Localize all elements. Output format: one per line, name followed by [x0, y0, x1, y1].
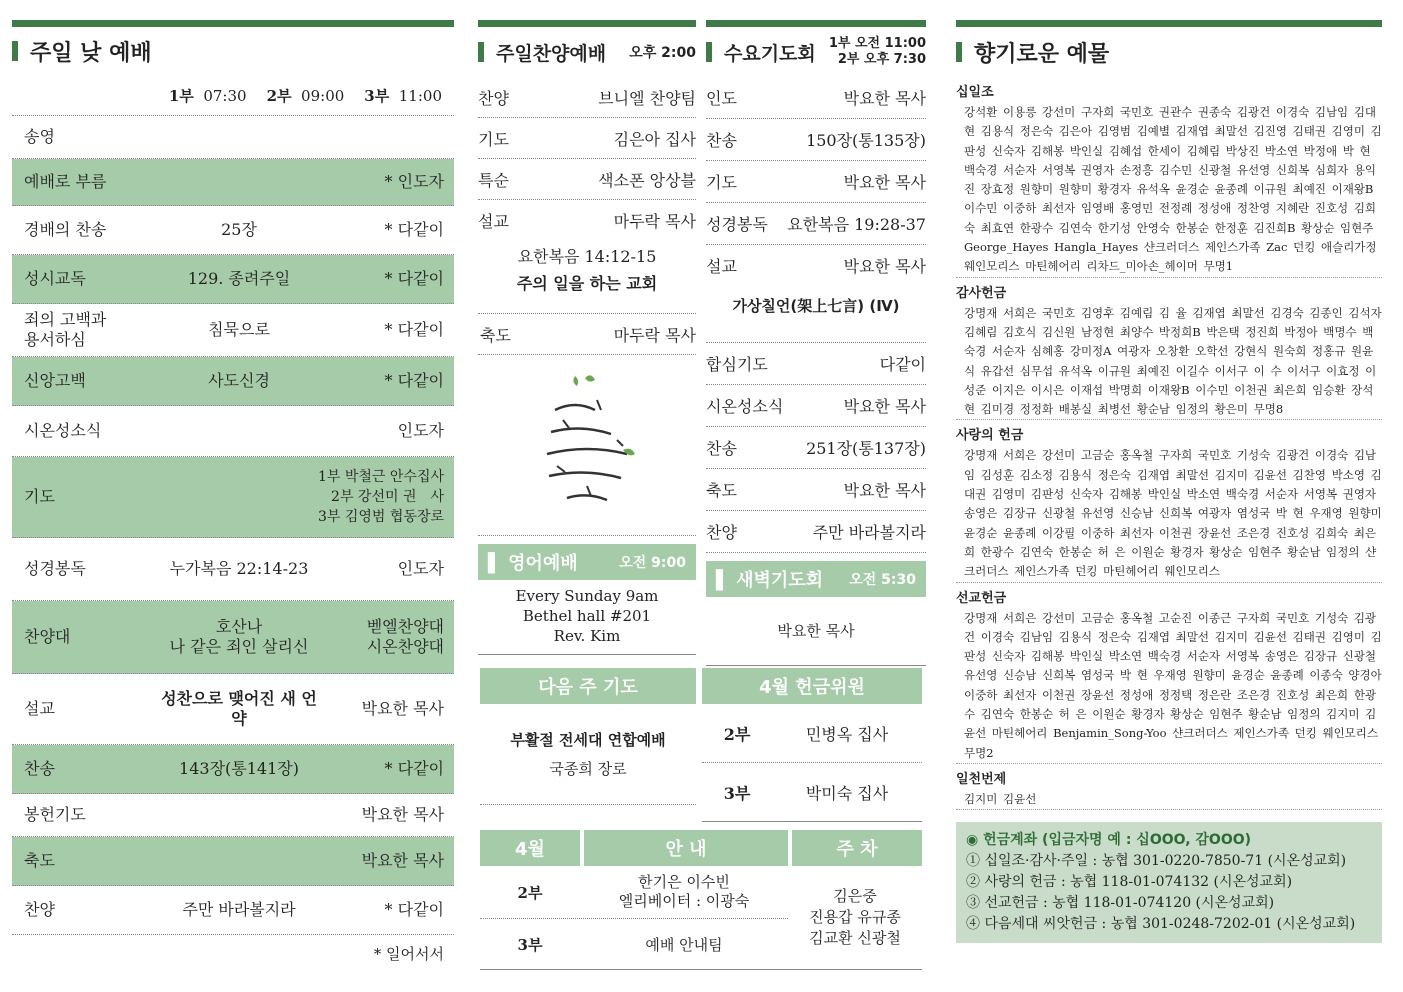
- top-bar: [12, 20, 454, 27]
- afternoon-order: [478, 77, 696, 240]
- item-leader: 박요한 목사: [361, 851, 444, 870]
- afternoon-row: [478, 159, 696, 200]
- item-content: 143장(통141장): [179, 759, 299, 778]
- top-bar: [956, 20, 1382, 27]
- item-label: 찬송: [706, 131, 737, 150]
- dawn-leader: 박요한 목사: [706, 597, 926, 666]
- item-label: 시온성소식: [706, 397, 784, 416]
- account-line: ④ 다음세대 씨앗헌금 : 농협 301-0248-7202-01 (시온성교회): [966, 916, 1356, 933]
- item-label: 예배로 부름: [24, 172, 107, 191]
- english-worship-header: ▌ 영어예배 오전 9:00: [478, 544, 696, 580]
- offering-lists: [956, 81, 1382, 810]
- item-content: 색소폰 앙상블: [598, 170, 696, 190]
- guide-parking: 김은중 진용갑 유규종 김교환 신광철: [788, 866, 922, 970]
- offering-names: 강명재 서희은 강선미 고금순 홍옥철 고순진 이종근 구자희 국민호 기성숙 김광건 이경숙 김남임 김용식 정은숙 김재엽 최말선 김지미 김윤선 김태권 김영미 김판성 신숙자 김해봉 박인실 박소연 백숙경 서순자 서영복 송영은 김장규 신광철 유선영 신승남 신희복 염성국 박 현 우재영 원향미 윤경순 윤종례 이종숙 양경아 이중하 최선자 이천권 장윤선 정성애 정정택 정은란 조은경 진호성 최은희 한광수 김연숙 한봉순 허 은 이원순 황경자 황상순 임현주 황순남 임정의 김지미 김윤선 마틴헤어리 Benjamin_Song-Yoo 샨크러더스 제인스가족 던킹 웨인모리스 무명2: [956, 609, 1382, 764]
- item-content: 주만 바라볼지라: [812, 523, 926, 542]
- item-label: 찬양: [478, 88, 509, 108]
- offering-committee-header: 4월 헌금위원: [702, 668, 922, 704]
- item-content: 박요한 목사: [843, 173, 926, 192]
- afternoon-worship-panel: [478, 20, 696, 655]
- item-label: 설교: [24, 699, 55, 718]
- item-content: 다같이: [879, 355, 926, 374]
- worship-row: [12, 745, 454, 794]
- item-leader: * 다같이: [384, 759, 444, 778]
- offering-committee-box: [702, 668, 922, 822]
- item-leader: * 다같이: [384, 220, 444, 239]
- wednesday-row: [706, 511, 926, 553]
- item-content: 성찬으로 맺어진 새 언약: [161, 689, 317, 728]
- offering-names: 김지미 김윤선: [956, 790, 1382, 810]
- worship-row: [12, 255, 454, 304]
- next-prayer-event: 부활절 전세대 연합예배: [510, 731, 666, 749]
- offering-row: 3부 박미숙 집사: [702, 763, 922, 822]
- item-leader: 인도자: [397, 559, 444, 578]
- worship-row: [12, 406, 454, 457]
- dawn-prayer-header: ▌ 새벽기도회 오전 5:30: [706, 561, 926, 597]
- item-label: 찬송: [24, 759, 55, 778]
- item-content: 요한복음 19:28-37: [787, 215, 926, 234]
- item-leader: * 다같이: [384, 371, 444, 390]
- worship-row: [12, 357, 454, 406]
- item-leader: * 다같이: [384, 320, 444, 339]
- next-prayer-body: [480, 704, 696, 805]
- next-prayer-person: 국종희 장로: [549, 760, 627, 778]
- item-content: 누가복음 22:14-23: [169, 559, 309, 578]
- offerings-panel: [956, 20, 1382, 943]
- top-bar: [706, 20, 926, 27]
- item-label: 특순: [478, 170, 509, 190]
- item-label: 찬양대: [24, 627, 71, 646]
- item-label: 경배의 찬송: [24, 220, 107, 239]
- wednesday-row: [706, 469, 926, 511]
- offering-names: 강석환 이용릉 강선미 구자희 국민호 권관수 권종숙 김광건 이경숙 김남임 김대현 김용식 정은숙 김은아 김영범 김예별 김재엽 최말선 김진영 김태권 김영미 김판성 신숙자 김해봉 박인실 김혜섭 한세이 김혜림 박상진 박소연 박정애 박 현 백숙경 서순자 서영복 권영자 손정흥 김수민 신광철 유선영 신희복 심희자 용익진 장효정 원향미 원향미 황경자 유석옥 윤경순 윤종례 이규원 최예진 이재왕B 이수민 이중하 최선자 임영배 홍영민 전정례 정성애 정찬영 지혜란 진호성 김희숙 최효연 한광수 김연숙 한기성 안영숙 한봉순 한정훈 김진희B 황상순 임현주 George_Hayes Hangla_Hayes 샨크러더스 제인스가족 Zac 던킹 애슬리가정 웨인모리스 마틴헤어리 리차드_미아손_헤이머 무명1: [956, 103, 1382, 278]
- item-leader: 1부 박철근 안수집사 2부 강선미 권 사 3부 김영범 협동장로: [318, 469, 444, 525]
- guide-usher-header: 안 내: [584, 830, 788, 866]
- item-content: 150장(통135장): [806, 131, 926, 150]
- item-label: 기도: [478, 129, 509, 149]
- item-leader: 박요한 목사: [361, 699, 444, 718]
- wednesday-row: [706, 427, 926, 469]
- offering-row: 2부 민병옥 집사: [702, 704, 922, 763]
- item-label: 죄의 고백과 용서하심: [24, 310, 107, 349]
- item-label: 인도: [706, 89, 737, 108]
- wednesday-row: [706, 161, 926, 203]
- item-content: 박요한 목사: [843, 481, 926, 500]
- english-worship-info: Every Sunday 9am Bethel hall #201 Rev. Kim: [478, 580, 696, 655]
- service-times: 1부 07:30 2부 09:00 3부 11:00: [12, 75, 454, 116]
- offering-section: [956, 81, 1382, 278]
- panel-title: 주일 낮 예배: [12, 27, 454, 75]
- item-label: 봉헌기도: [24, 805, 86, 824]
- item-label: 찬양: [706, 523, 737, 542]
- offering-section-title: 사랑의 헌금: [956, 428, 1024, 444]
- wednesday-order-2: [706, 343, 926, 553]
- item-content: 호산나 나 같은 죄인 살리신: [169, 617, 309, 656]
- order-of-worship: [12, 116, 454, 935]
- panel-title: 향기로운 예물: [956, 27, 1382, 77]
- bless-row: 축도 마두락 목사: [478, 314, 696, 355]
- worship-row: [12, 886, 454, 935]
- afternoon-row: [478, 118, 696, 159]
- calligraphy-art: [527, 370, 647, 520]
- item-content: 마두락 목사: [613, 211, 696, 231]
- top-bar: [478, 20, 696, 27]
- wednesday-row: [706, 203, 926, 245]
- item-leader: 벧엘찬양대 시온찬양대: [366, 617, 444, 656]
- item-label: 기도: [706, 173, 737, 192]
- afternoon-row: [478, 200, 696, 240]
- worship-row: [12, 457, 454, 538]
- item-content: 129. 종려주일: [187, 269, 291, 288]
- wednesday-row: [706, 119, 926, 161]
- item-content: 주만 바라볼지라: [182, 900, 296, 919]
- item-label: 신앙고백: [24, 371, 86, 390]
- accounts-box: [956, 822, 1382, 943]
- item-leader: * 다같이: [384, 269, 444, 288]
- offering-names: 강명재 서희은 국민호 김영후 김예림 김 율 김재엽 최말선 김경숙 김종인 김석자 김혜림 김호식 김신원 남정현 최양수 박정희B 박은택 정진희 박정아 백명수 백숙경 서순자 심혜홍 강미정A 여광자 오창환 오학선 강현식 원숙희 정홍규 원윤식 유갑선 심무섭 유석옥 이규원 최예진 이길수 이서구 이 수 이서구 이효정 이성준 이지은 이시은 이재섭 박명희 이재왕B 이수민 이천권 최은희 임승환 장석현 김미경 정정화 배봉실 최병선 황순남 임정의 황은미 무명8: [956, 304, 1382, 421]
- item-label: 시온성소식: [24, 421, 102, 440]
- wednesday-row: [706, 245, 926, 286]
- account-line: ① 십일조·감사·주일 : 농협 301-0220-7850-71 (시온성교회): [966, 853, 1347, 870]
- item-label: 송영: [24, 127, 55, 146]
- sunday-worship-panel: [12, 20, 454, 964]
- item-label: 성경봉독: [706, 215, 768, 234]
- item-leader: 박요한 목사: [361, 805, 444, 824]
- item-label: 합심기도: [706, 355, 768, 374]
- wednesday-row: [706, 77, 926, 119]
- item-content: 사도신경: [208, 371, 270, 390]
- item-label: 성시교독: [24, 269, 86, 288]
- accounts-title: ◉ 헌금계좌 (입금자명 예 : 십OOO, 감OOO): [966, 832, 1252, 849]
- item-content: 브니엘 찬양팀: [598, 88, 696, 108]
- item-label: 기도: [24, 487, 55, 506]
- worship-row: [12, 304, 454, 357]
- worship-row: [12, 794, 454, 837]
- offering-section: [956, 282, 1382, 421]
- item-content: 박요한 목사: [843, 257, 926, 276]
- item-label: 축도: [706, 481, 737, 500]
- guide-row: 3부 예배 안내팀: [480, 919, 788, 970]
- account-line: ③ 선교헌금 : 농협 118-01-074120 (시온성교회): [966, 895, 1275, 912]
- item-label: 찬양: [24, 900, 55, 919]
- wednesday-order: [706, 77, 926, 286]
- sermon-title: 주의 일을 하는 교회: [478, 267, 696, 314]
- item-leader: * 인도자: [384, 172, 444, 191]
- guide-table: [480, 830, 922, 970]
- offering-section-title: 십일조: [956, 85, 994, 100]
- item-leader: * 다같이: [384, 900, 444, 919]
- worship-row: [12, 159, 454, 206]
- offering-section-title: 선교헌금: [956, 590, 1007, 606]
- wednesday-sermon-title: 가상칠언(架上七言) (Ⅳ): [706, 286, 926, 343]
- offering-section: [956, 768, 1382, 810]
- account-line: ② 사랑의 헌금 : 농협 118-01-074132 (시온성교회): [966, 874, 1293, 891]
- item-label: 성경봉독: [24, 559, 86, 578]
- item-content: 김은아 집사: [613, 129, 696, 149]
- footnote: * 일어서서: [373, 945, 444, 963]
- offering-section-title: 감사헌금: [956, 285, 1007, 301]
- panel-title: 주일찬양예배 오후 2:00: [478, 27, 696, 77]
- item-content: 박요한 목사: [843, 397, 926, 416]
- next-prayer-header: 다음 주 기도: [480, 668, 696, 704]
- sermon-reference: 요한복음 14:12-15: [517, 247, 657, 266]
- item-content: 251장(통137장): [806, 439, 926, 458]
- offering-names: 강명재 서희은 강선미 고금순 홍옥철 구자희 국민호 기성숙 김광건 이경숙 김남임 김성훈 김소정 김용식 정은숙 김재엽 최말선 김지미 김윤선 김찬영 박소영 김대권 김영미 김판성 신숙자 김해봉 박인실 박소연 백숙경 서순자 서영복 권영자 송영은 김장규 신광철 유선영 신승남 신희복 여광자 염성국 박 현 우재영 원향미 윤경순 윤종례 이강필 이중하 최선자 이천권 장윤선 조은경 진호성 김희숙 최은희 한광수 김연숙 한봉순 허 은 이원순 황경자 황상순 임현주 황순남 임정의 샨크러더스 제인스가족 던킹 마틴헤어리 웨인모리스: [956, 446, 1382, 582]
- guide-parking-header: 주 차: [792, 830, 922, 866]
- panel-title: 수요기도회 1부 오전 11:00 2부 오후 7:30: [706, 27, 926, 77]
- worship-row: [12, 206, 454, 255]
- item-label: 설교: [706, 257, 737, 276]
- item-content: 침묵으로: [208, 320, 270, 339]
- offering-section: [956, 424, 1382, 582]
- guide-month-header: 4월: [480, 830, 580, 866]
- item-label: 축도: [24, 851, 55, 870]
- worship-row: [12, 116, 454, 159]
- afternoon-row: [478, 77, 696, 118]
- worship-row: [12, 674, 454, 745]
- guide-row: 2부 한기은 이수빈 엘리베이터 : 이광숙: [480, 866, 788, 919]
- item-leader: 인도자: [397, 421, 444, 440]
- item-content: 25장: [221, 220, 257, 239]
- calligraphy-image: [478, 355, 696, 536]
- wednesday-row: [706, 343, 926, 385]
- offering-section: [956, 587, 1382, 764]
- next-prayer-box: [480, 668, 696, 805]
- offering-section-title: 일천번제: [956, 771, 1007, 787]
- worship-row: [12, 837, 454, 886]
- item-label: 설교: [478, 211, 509, 231]
- item-label: 찬송: [706, 439, 737, 458]
- worship-row: [12, 538, 454, 601]
- wednesday-row: [706, 385, 926, 427]
- wednesday-prayer-panel: [706, 20, 926, 666]
- item-content: 박요한 목사: [843, 89, 926, 108]
- worship-row: [12, 601, 454, 674]
